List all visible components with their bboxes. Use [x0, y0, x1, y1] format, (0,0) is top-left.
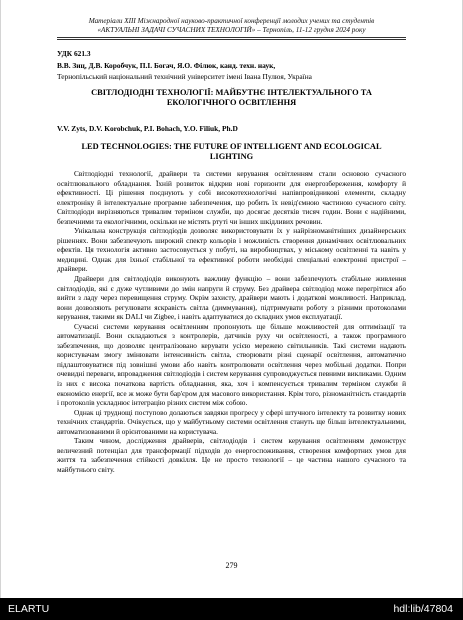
- paragraph: Однак ці труднощі поступово долаються завдяки прогресу у сфері штучного інтелекту та розвитку нових технічних стандартів. Очікується, що у майбутньому системи освітлення стануть ще більш інтелектуальними, автоматизованими й орієнтованими на користувача.: [57, 407, 406, 436]
- title-en-line2: LIGHTING: [209, 152, 254, 161]
- page-number: 279: [225, 561, 238, 570]
- paragraph: Світлодіодні технології, драйвери та системи керування освітленням стали основою сучасного освітлювального обладнання. Їхній розвиток відкрив нові горизонти для енергозбереження, комфорту й ефективності. Ці рішення поєднують у собі високотехнологічні напівпровідникові елементи, складну електроніку й інтелектуальне програмне забезпечення, що робить їх невід'ємною частиною сучасного світу. Світлодіоди вирізняються тривалим терміном служби, що досягає десятків тисяч годин. Вони є надійними, безпечними та екологічними, оскільки не містять ртуті чи інших шкідливих речовин.: [57, 169, 406, 226]
- conference-header-line2: «АКТУАЛЬНІ ЗАДАЧІ СУЧАСНИХ ТЕХНОЛОГІЙ» – Тернопіль, 11-12 грудня 2024 року: [97, 25, 366, 34]
- paper-body: [57, 169, 406, 475]
- handle-link[interactable]: hdl:lib/47804: [393, 603, 453, 615]
- paragraph: Таким чином, дослідження драйверів, світлодіодів і систем керування освітленням демонструє величезний потенціал для трансформації підходів до енергоспоживання, створення комфортних умов для життя та забезпечення стійкості довкілля. Це не просто технології – це частина нашого сучасного та майбутнього світу.: [57, 436, 406, 474]
- authors-en: V.V. Zyts, D.V. Korobchuk, P.I. Bohach, Y.O. Filiuk, Ph.D: [57, 124, 238, 133]
- udc-code: УДК 621.3: [57, 49, 91, 58]
- repository-footer: [0, 598, 463, 620]
- repository-name: ELARTU: [8, 603, 50, 615]
- paragraph: Сучасні системи керування освітленням пропонують ще більше можливостей для оптимізації та автоматизації. Вони складаються з контролерів, датчиків руху чи освітленості, а також програмного забезпечення, що дозволяє централізовано керувати усією мережею світильників. Такі системи надають користувачам змогу змінювати інтенсивність світла, створювати різні сценарії освітлення, автоматично підлаштовуватися під зовнішні умови або навіть контролювати освітлення через мобільні додатки. Попри очевидні переваги, впровадження світлодіодів і систем керування супроводжується певними викликами. Одним із них є висока початкова вартість обладнання, яка, хоч і компенсується тривалим терміном служби й економією енергії, все ж може бути бар'єром для масового використання. Крім того, різноманітність стандартів і протоколів ускладнює інтеграцію різних систем між собою.: [57, 321, 406, 408]
- title-ua-line2: ЕКОЛОГІЧНОГО ОСВІТЛЕННЯ: [166, 98, 297, 107]
- title-ua-line1: СВІТЛОДІОДНІ ТЕХНОЛОГІЇ: МАЙБУТНЄ ІНТЕЛЕКТУАЛЬНОГО ТА: [91, 88, 372, 97]
- title-en: [57, 142, 406, 162]
- paragraph: Драйвери для світлодіодів виконують важливу функцію – вони забезпечують стабільне живлення світлодіодів, які є дуже чутливими до змін напруги й струму. Без драйвера світлодіод може перегрітися або вийти з ладу через перевищення струму. Окрім захисту, драйвери мають і додаткові можливості. Наприклад, вони дозволяють регулювати яскравість світла (диммування), підтримувати роботу з різними протоколами керування, такими як DALI чи Zigbee, і навіть адаптуватися до складних умов експлуатації.: [57, 274, 406, 322]
- conference-header: [41, 17, 422, 34]
- title-ua: [57, 88, 406, 108]
- header-divider: [57, 37, 406, 40]
- affiliation: Тернопільський національний технічний університет імені Івана Пулюя, Україна: [57, 72, 312, 81]
- conference-header-line1: Матеріали XIII Міжнародної науково-практичної конференції молодих учених та студентів: [88, 17, 375, 25]
- authors-ua: В.В. Зиц, Д.В. Коробчук, П.І. Богач, Я.О. Філюк, канд. техн. наук,: [57, 61, 276, 70]
- paragraph: Унікальна конструкція світлодіодів дозволяє використовувати їх у найрізноманітніших дизайнерських рішеннях. Вони забезпечують широкий спектр кольорів і можливість створення динамічних освітлювальних ефектів. Ця технологія активно застосовується у побуті, на виробництвах, у міському освітленні та навіть у медицині. Однак для їхньої стабільної та ефективної роботи необхідні спеціальні електронні пристрої – драйвери.: [57, 226, 406, 274]
- title-en-line1: LED TECHNOLOGIES: THE FUTURE OF INTELLIGENT AND ECOLOGICAL: [81, 142, 382, 151]
